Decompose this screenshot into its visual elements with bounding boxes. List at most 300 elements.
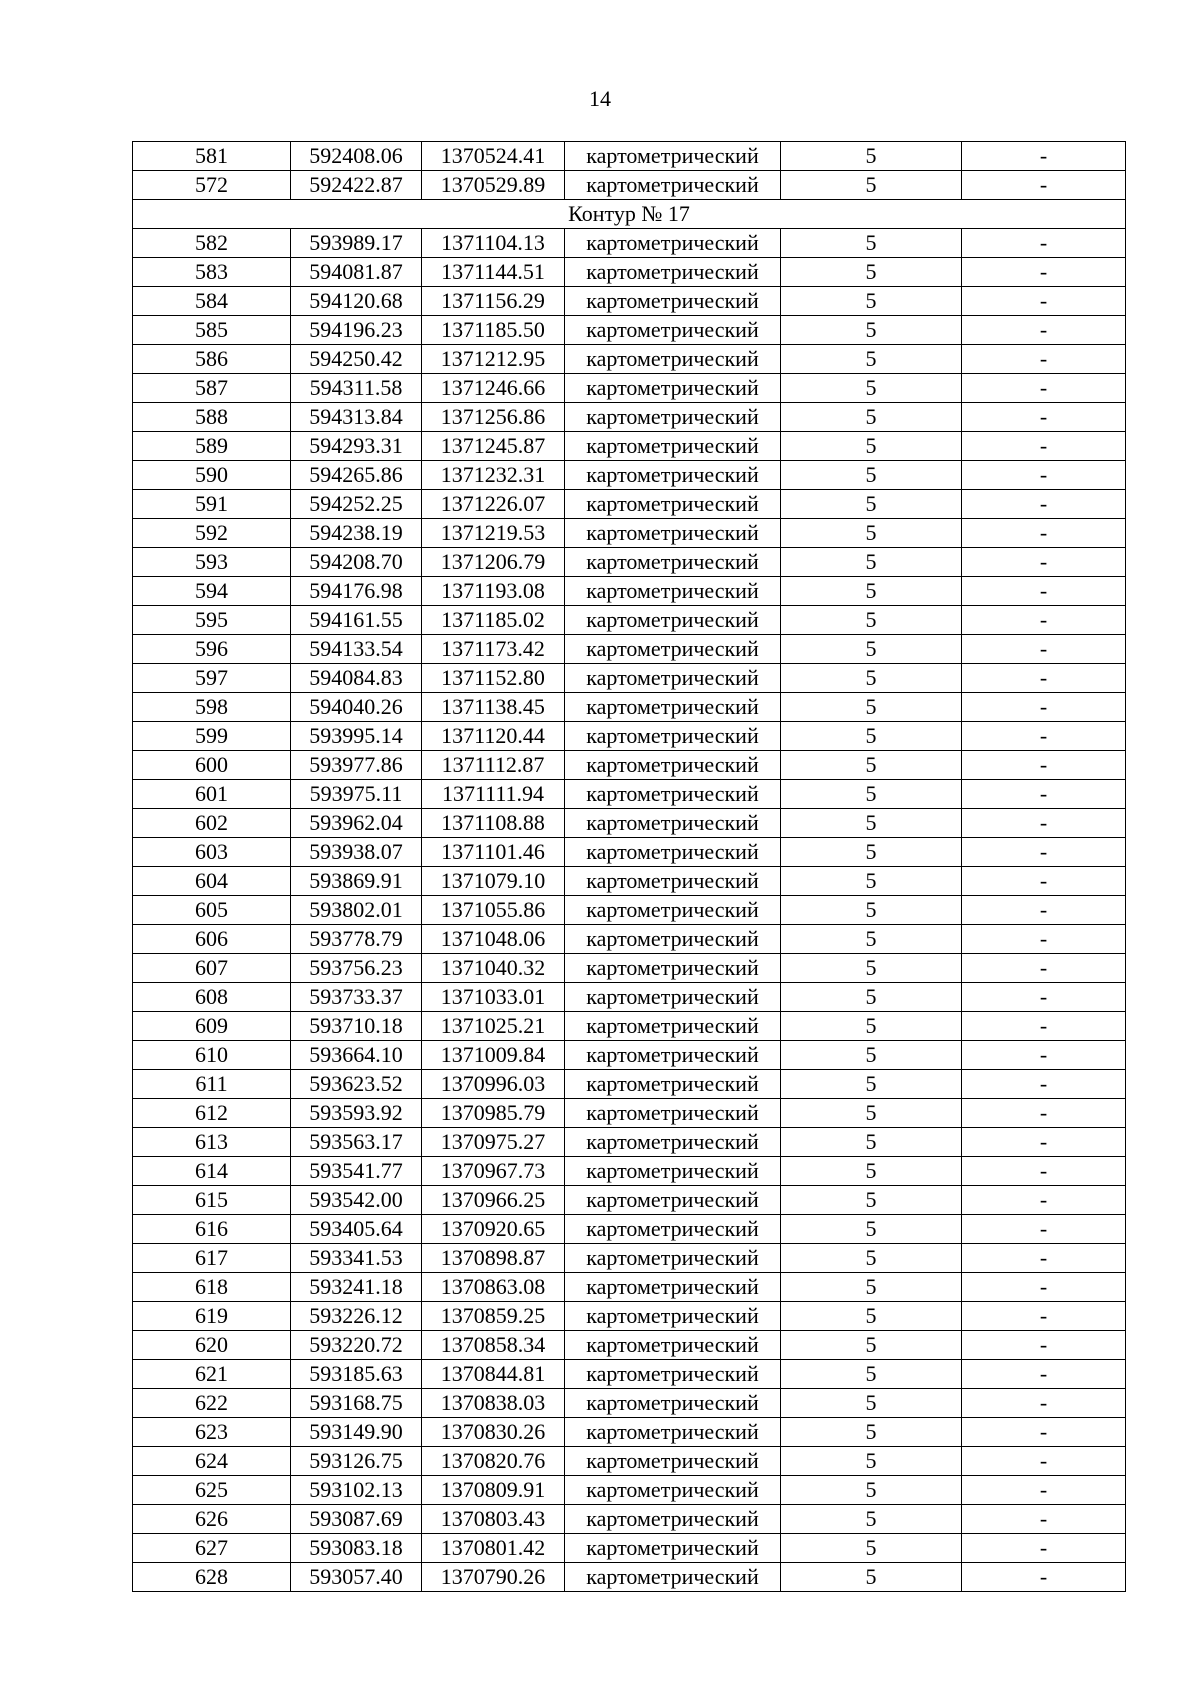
y-coordinate-cell: 1371009.84 bbox=[422, 1041, 565, 1070]
accuracy-cell: 5 bbox=[781, 1215, 962, 1244]
note-cell: - bbox=[962, 1476, 1126, 1505]
method-cell: картометрический bbox=[565, 1360, 781, 1389]
accuracy-cell: 5 bbox=[781, 171, 962, 200]
accuracy-cell: 5 bbox=[781, 780, 962, 809]
point-number-cell: 619 bbox=[133, 1302, 291, 1331]
accuracy-cell: 5 bbox=[781, 1302, 962, 1331]
point-number-cell: 615 bbox=[133, 1186, 291, 1215]
accuracy-cell: 5 bbox=[781, 867, 962, 896]
table-row bbox=[133, 983, 1126, 1012]
point-number-cell: 627 bbox=[133, 1534, 291, 1563]
method-cell: картометрический bbox=[565, 1476, 781, 1505]
method-cell: картометрический bbox=[565, 345, 781, 374]
method-cell: картометрический bbox=[565, 606, 781, 635]
y-coordinate-cell: 1370838.03 bbox=[422, 1389, 565, 1418]
table-row bbox=[133, 1534, 1126, 1563]
y-coordinate-cell: 1371040.32 bbox=[422, 954, 565, 983]
note-cell: - bbox=[962, 1563, 1126, 1592]
y-coordinate-cell: 1371156.29 bbox=[422, 287, 565, 316]
table-row bbox=[133, 142, 1126, 171]
x-coordinate-cell: 593126.75 bbox=[291, 1447, 422, 1476]
method-cell: картометрический bbox=[565, 461, 781, 490]
method-cell: картометрический bbox=[565, 171, 781, 200]
x-coordinate-cell: 594081.87 bbox=[291, 258, 422, 287]
accuracy-cell: 5 bbox=[781, 838, 962, 867]
note-cell: - bbox=[962, 519, 1126, 548]
y-coordinate-cell: 1371112.87 bbox=[422, 751, 565, 780]
x-coordinate-cell: 593102.13 bbox=[291, 1476, 422, 1505]
table-row bbox=[133, 316, 1126, 345]
accuracy-cell: 5 bbox=[781, 316, 962, 345]
y-coordinate-cell: 1371101.46 bbox=[422, 838, 565, 867]
table-row bbox=[133, 751, 1126, 780]
y-coordinate-cell: 1371245.87 bbox=[422, 432, 565, 461]
table-row bbox=[133, 171, 1126, 200]
x-coordinate-cell: 594311.58 bbox=[291, 374, 422, 403]
method-cell: картометрический bbox=[565, 1070, 781, 1099]
point-number-cell: 614 bbox=[133, 1157, 291, 1186]
point-number-cell: 628 bbox=[133, 1563, 291, 1592]
point-number-cell: 593 bbox=[133, 548, 291, 577]
note-cell: - bbox=[962, 548, 1126, 577]
accuracy-cell: 5 bbox=[781, 461, 962, 490]
x-coordinate-cell: 593341.53 bbox=[291, 1244, 422, 1273]
method-cell: картометрический bbox=[565, 925, 781, 954]
note-cell: - bbox=[962, 287, 1126, 316]
table-row bbox=[133, 925, 1126, 954]
table-row bbox=[133, 548, 1126, 577]
point-number-cell: 617 bbox=[133, 1244, 291, 1273]
y-coordinate-cell: 1371185.50 bbox=[422, 316, 565, 345]
accuracy-cell: 5 bbox=[781, 1128, 962, 1157]
y-coordinate-cell: 1371246.66 bbox=[422, 374, 565, 403]
table-row bbox=[133, 258, 1126, 287]
table-row bbox=[133, 1273, 1126, 1302]
table-body-bottom bbox=[133, 229, 1126, 1592]
table-row bbox=[133, 1099, 1126, 1128]
accuracy-cell: 5 bbox=[781, 896, 962, 925]
method-cell: картометрический bbox=[565, 693, 781, 722]
point-number-cell: 621 bbox=[133, 1360, 291, 1389]
table-row bbox=[133, 577, 1126, 606]
point-number-cell: 625 bbox=[133, 1476, 291, 1505]
method-cell: картометрический bbox=[565, 1041, 781, 1070]
accuracy-cell: 5 bbox=[781, 1534, 962, 1563]
table-row bbox=[133, 403, 1126, 432]
accuracy-cell: 5 bbox=[781, 635, 962, 664]
note-cell: - bbox=[962, 635, 1126, 664]
x-coordinate-cell: 593733.37 bbox=[291, 983, 422, 1012]
y-coordinate-cell: 1371212.95 bbox=[422, 345, 565, 374]
accuracy-cell: 5 bbox=[781, 490, 962, 519]
table-row bbox=[133, 229, 1126, 258]
x-coordinate-cell: 594133.54 bbox=[291, 635, 422, 664]
method-cell: картометрический bbox=[565, 1273, 781, 1302]
y-coordinate-cell: 1371033.01 bbox=[422, 983, 565, 1012]
method-cell: картометрический bbox=[565, 258, 781, 287]
coordinates-table bbox=[132, 141, 1126, 1592]
y-coordinate-cell: 1371144.51 bbox=[422, 258, 565, 287]
y-coordinate-cell: 1371055.86 bbox=[422, 896, 565, 925]
table-row bbox=[133, 809, 1126, 838]
accuracy-cell: 5 bbox=[781, 229, 962, 258]
accuracy-cell: 5 bbox=[781, 142, 962, 171]
accuracy-cell: 5 bbox=[781, 374, 962, 403]
method-cell: картометрический bbox=[565, 1215, 781, 1244]
table-row bbox=[133, 1041, 1126, 1070]
table-row bbox=[133, 1215, 1126, 1244]
point-number-cell: 572 bbox=[133, 171, 291, 200]
point-number-cell: 613 bbox=[133, 1128, 291, 1157]
note-cell: - bbox=[962, 142, 1126, 171]
y-coordinate-cell: 1370985.79 bbox=[422, 1099, 565, 1128]
x-coordinate-cell: 593563.17 bbox=[291, 1128, 422, 1157]
table-row bbox=[133, 1476, 1126, 1505]
point-number-cell: 591 bbox=[133, 490, 291, 519]
x-coordinate-cell: 593057.40 bbox=[291, 1563, 422, 1592]
y-coordinate-cell: 1370858.34 bbox=[422, 1331, 565, 1360]
x-coordinate-cell: 593995.14 bbox=[291, 722, 422, 751]
table-row bbox=[133, 693, 1126, 722]
note-cell: - bbox=[962, 374, 1126, 403]
point-number-cell: 600 bbox=[133, 751, 291, 780]
y-coordinate-cell: 1371048.06 bbox=[422, 925, 565, 954]
x-coordinate-cell: 594040.26 bbox=[291, 693, 422, 722]
x-coordinate-cell: 594265.86 bbox=[291, 461, 422, 490]
x-coordinate-cell: 593778.79 bbox=[291, 925, 422, 954]
note-cell: - bbox=[962, 1041, 1126, 1070]
method-cell: картометрический bbox=[565, 1389, 781, 1418]
accuracy-cell: 5 bbox=[781, 432, 962, 461]
point-number-cell: 581 bbox=[133, 142, 291, 171]
y-coordinate-cell: 1370529.89 bbox=[422, 171, 565, 200]
method-cell: картометрический bbox=[565, 983, 781, 1012]
accuracy-cell: 5 bbox=[781, 1041, 962, 1070]
note-cell: - bbox=[962, 1418, 1126, 1447]
table-row bbox=[133, 1012, 1126, 1041]
point-number-cell: 624 bbox=[133, 1447, 291, 1476]
section-title: Контур № 17 bbox=[133, 200, 1126, 229]
point-number-cell: 595 bbox=[133, 606, 291, 635]
x-coordinate-cell: 593802.01 bbox=[291, 896, 422, 925]
x-coordinate-cell: 593962.04 bbox=[291, 809, 422, 838]
x-coordinate-cell: 594313.84 bbox=[291, 403, 422, 432]
table-row bbox=[133, 606, 1126, 635]
table-row bbox=[133, 1447, 1126, 1476]
x-coordinate-cell: 593087.69 bbox=[291, 1505, 422, 1534]
table-row bbox=[133, 461, 1126, 490]
method-cell: картометрический bbox=[565, 1157, 781, 1186]
table-row bbox=[133, 1157, 1126, 1186]
method-cell: картометрический bbox=[565, 1302, 781, 1331]
accuracy-cell: 5 bbox=[781, 1389, 962, 1418]
method-cell: картометрический bbox=[565, 519, 781, 548]
section-row bbox=[133, 200, 1126, 229]
accuracy-cell: 5 bbox=[781, 548, 962, 577]
table-row bbox=[133, 1331, 1126, 1360]
point-number-cell: 608 bbox=[133, 983, 291, 1012]
y-coordinate-cell: 1371104.13 bbox=[422, 229, 565, 258]
note-cell: - bbox=[962, 925, 1126, 954]
point-number-cell: 622 bbox=[133, 1389, 291, 1418]
accuracy-cell: 5 bbox=[781, 1360, 962, 1389]
table-row bbox=[133, 954, 1126, 983]
point-number-cell: 606 bbox=[133, 925, 291, 954]
x-coordinate-cell: 594293.31 bbox=[291, 432, 422, 461]
y-coordinate-cell: 1371206.79 bbox=[422, 548, 565, 577]
x-coordinate-cell: 593938.07 bbox=[291, 838, 422, 867]
y-coordinate-cell: 1371232.31 bbox=[422, 461, 565, 490]
method-cell: картометрический bbox=[565, 1244, 781, 1273]
method-cell: картометрический bbox=[565, 287, 781, 316]
point-number-cell: 590 bbox=[133, 461, 291, 490]
accuracy-cell: 5 bbox=[781, 954, 962, 983]
y-coordinate-cell: 1371108.88 bbox=[422, 809, 565, 838]
point-number-cell: 626 bbox=[133, 1505, 291, 1534]
point-number-cell: 588 bbox=[133, 403, 291, 432]
method-cell: картометрический bbox=[565, 722, 781, 751]
accuracy-cell: 5 bbox=[781, 751, 962, 780]
point-number-cell: 618 bbox=[133, 1273, 291, 1302]
x-coordinate-cell: 593664.10 bbox=[291, 1041, 422, 1070]
note-cell: - bbox=[962, 461, 1126, 490]
y-coordinate-cell: 1370975.27 bbox=[422, 1128, 565, 1157]
note-cell: - bbox=[962, 1360, 1126, 1389]
accuracy-cell: 5 bbox=[781, 1099, 962, 1128]
method-cell: картометрический bbox=[565, 229, 781, 258]
table-row bbox=[133, 345, 1126, 374]
point-number-cell: 605 bbox=[133, 896, 291, 925]
note-cell: - bbox=[962, 1389, 1126, 1418]
point-number-cell: 620 bbox=[133, 1331, 291, 1360]
y-coordinate-cell: 1370524.41 bbox=[422, 142, 565, 171]
point-number-cell: 594 bbox=[133, 577, 291, 606]
y-coordinate-cell: 1371256.86 bbox=[422, 403, 565, 432]
x-coordinate-cell: 593226.12 bbox=[291, 1302, 422, 1331]
y-coordinate-cell: 1371138.45 bbox=[422, 693, 565, 722]
table-row bbox=[133, 1244, 1126, 1273]
method-cell: картометрический bbox=[565, 1563, 781, 1592]
method-cell: картометрический bbox=[565, 432, 781, 461]
accuracy-cell: 5 bbox=[781, 287, 962, 316]
table-row bbox=[133, 1418, 1126, 1447]
x-coordinate-cell: 593756.23 bbox=[291, 954, 422, 983]
y-coordinate-cell: 1371185.02 bbox=[422, 606, 565, 635]
accuracy-cell: 5 bbox=[781, 577, 962, 606]
table-row bbox=[133, 1302, 1126, 1331]
x-coordinate-cell: 593975.11 bbox=[291, 780, 422, 809]
point-number-cell: 623 bbox=[133, 1418, 291, 1447]
x-coordinate-cell: 593220.72 bbox=[291, 1331, 422, 1360]
note-cell: - bbox=[962, 983, 1126, 1012]
point-number-cell: 602 bbox=[133, 809, 291, 838]
x-coordinate-cell: 594161.55 bbox=[291, 606, 422, 635]
table-row bbox=[133, 1563, 1126, 1592]
note-cell: - bbox=[962, 1099, 1126, 1128]
accuracy-cell: 5 bbox=[781, 345, 962, 374]
point-number-cell: 596 bbox=[133, 635, 291, 664]
note-cell: - bbox=[962, 403, 1126, 432]
note-cell: - bbox=[962, 1186, 1126, 1215]
y-coordinate-cell: 1370790.26 bbox=[422, 1563, 565, 1592]
table-row bbox=[133, 1128, 1126, 1157]
method-cell: картометрический bbox=[565, 809, 781, 838]
x-coordinate-cell: 593405.64 bbox=[291, 1215, 422, 1244]
note-cell: - bbox=[962, 1128, 1126, 1157]
table-row bbox=[133, 519, 1126, 548]
note-cell: - bbox=[962, 896, 1126, 925]
note-cell: - bbox=[962, 809, 1126, 838]
x-coordinate-cell: 593989.17 bbox=[291, 229, 422, 258]
x-coordinate-cell: 593710.18 bbox=[291, 1012, 422, 1041]
table-row bbox=[133, 838, 1126, 867]
note-cell: - bbox=[962, 1534, 1126, 1563]
method-cell: картометрический bbox=[565, 635, 781, 664]
table-row bbox=[133, 896, 1126, 925]
method-cell: картометрический bbox=[565, 142, 781, 171]
table-body-top bbox=[133, 142, 1126, 200]
method-cell: картометрический bbox=[565, 1447, 781, 1476]
point-number-cell: 586 bbox=[133, 345, 291, 374]
y-coordinate-cell: 1371079.10 bbox=[422, 867, 565, 896]
note-cell: - bbox=[962, 751, 1126, 780]
note-cell: - bbox=[962, 577, 1126, 606]
note-cell: - bbox=[962, 229, 1126, 258]
table-row bbox=[133, 1186, 1126, 1215]
x-coordinate-cell: 594250.42 bbox=[291, 345, 422, 374]
table-row bbox=[133, 432, 1126, 461]
point-number-cell: 603 bbox=[133, 838, 291, 867]
note-cell: - bbox=[962, 780, 1126, 809]
method-cell: картометрический bbox=[565, 1128, 781, 1157]
x-coordinate-cell: 593977.86 bbox=[291, 751, 422, 780]
note-cell: - bbox=[962, 1447, 1126, 1476]
x-coordinate-cell: 593083.18 bbox=[291, 1534, 422, 1563]
note-cell: - bbox=[962, 722, 1126, 751]
note-cell: - bbox=[962, 258, 1126, 287]
note-cell: - bbox=[962, 1331, 1126, 1360]
note-cell: - bbox=[962, 664, 1126, 693]
note-cell: - bbox=[962, 1244, 1126, 1273]
x-coordinate-cell: 594120.68 bbox=[291, 287, 422, 316]
method-cell: картометрический bbox=[565, 403, 781, 432]
y-coordinate-cell: 1370996.03 bbox=[422, 1070, 565, 1099]
method-cell: картометрический bbox=[565, 374, 781, 403]
point-number-cell: 583 bbox=[133, 258, 291, 287]
method-cell: картометрический bbox=[565, 1099, 781, 1128]
x-coordinate-cell: 594252.25 bbox=[291, 490, 422, 519]
accuracy-cell: 5 bbox=[781, 1563, 962, 1592]
x-coordinate-cell: 592408.06 bbox=[291, 142, 422, 171]
y-coordinate-cell: 1371025.21 bbox=[422, 1012, 565, 1041]
method-cell: картометрический bbox=[565, 1186, 781, 1215]
table-row bbox=[133, 1505, 1126, 1534]
y-coordinate-cell: 1371173.42 bbox=[422, 635, 565, 664]
x-coordinate-cell: 593869.91 bbox=[291, 867, 422, 896]
page-number: 14 bbox=[589, 86, 611, 111]
table-row bbox=[133, 780, 1126, 809]
note-cell: - bbox=[962, 1157, 1126, 1186]
note-cell: - bbox=[962, 1273, 1126, 1302]
x-coordinate-cell: 593168.75 bbox=[291, 1389, 422, 1418]
method-cell: картометрический bbox=[565, 1331, 781, 1360]
accuracy-cell: 5 bbox=[781, 1070, 962, 1099]
y-coordinate-cell: 1371120.44 bbox=[422, 722, 565, 751]
accuracy-cell: 5 bbox=[781, 403, 962, 432]
y-coordinate-cell: 1370809.91 bbox=[422, 1476, 565, 1505]
note-cell: - bbox=[962, 1505, 1126, 1534]
table-row bbox=[133, 1360, 1126, 1389]
point-number-cell: 599 bbox=[133, 722, 291, 751]
x-coordinate-cell: 593593.92 bbox=[291, 1099, 422, 1128]
note-cell: - bbox=[962, 345, 1126, 374]
x-coordinate-cell: 594176.98 bbox=[291, 577, 422, 606]
section-header bbox=[133, 200, 1126, 229]
accuracy-cell: 5 bbox=[781, 606, 962, 635]
method-cell: картометрический bbox=[565, 1534, 781, 1563]
accuracy-cell: 5 bbox=[781, 519, 962, 548]
accuracy-cell: 5 bbox=[781, 1273, 962, 1302]
point-number-cell: 592 bbox=[133, 519, 291, 548]
accuracy-cell: 5 bbox=[781, 1331, 962, 1360]
note-cell: - bbox=[962, 693, 1126, 722]
x-coordinate-cell: 593623.52 bbox=[291, 1070, 422, 1099]
method-cell: картометрический bbox=[565, 1505, 781, 1534]
point-number-cell: 601 bbox=[133, 780, 291, 809]
accuracy-cell: 5 bbox=[781, 1447, 962, 1476]
method-cell: картометрический bbox=[565, 896, 781, 925]
method-cell: картометрический bbox=[565, 548, 781, 577]
note-cell: - bbox=[962, 838, 1126, 867]
table-row bbox=[133, 1389, 1126, 1418]
accuracy-cell: 5 bbox=[781, 1418, 962, 1447]
point-number-cell: 604 bbox=[133, 867, 291, 896]
table-row bbox=[133, 635, 1126, 664]
y-coordinate-cell: 1370830.26 bbox=[422, 1418, 565, 1447]
method-cell: картометрический bbox=[565, 1012, 781, 1041]
accuracy-cell: 5 bbox=[781, 1476, 962, 1505]
method-cell: картометрический bbox=[565, 954, 781, 983]
y-coordinate-cell: 1371111.94 bbox=[422, 780, 565, 809]
y-coordinate-cell: 1370863.08 bbox=[422, 1273, 565, 1302]
y-coordinate-cell: 1370801.42 bbox=[422, 1534, 565, 1563]
note-cell: - bbox=[962, 1215, 1126, 1244]
point-number-cell: 585 bbox=[133, 316, 291, 345]
point-number-cell: 612 bbox=[133, 1099, 291, 1128]
table-row bbox=[133, 490, 1126, 519]
point-number-cell: 609 bbox=[133, 1012, 291, 1041]
x-coordinate-cell: 594084.83 bbox=[291, 664, 422, 693]
point-number-cell: 597 bbox=[133, 664, 291, 693]
note-cell: - bbox=[962, 490, 1126, 519]
method-cell: картометрический bbox=[565, 664, 781, 693]
accuracy-cell: 5 bbox=[781, 664, 962, 693]
y-coordinate-cell: 1370820.76 bbox=[422, 1447, 565, 1476]
note-cell: - bbox=[962, 171, 1126, 200]
table-row bbox=[133, 1070, 1126, 1099]
method-cell: картометрический bbox=[565, 838, 781, 867]
point-number-cell: 589 bbox=[133, 432, 291, 461]
method-cell: картометрический bbox=[565, 577, 781, 606]
note-cell: - bbox=[962, 867, 1126, 896]
y-coordinate-cell: 1371226.07 bbox=[422, 490, 565, 519]
y-coordinate-cell: 1370967.73 bbox=[422, 1157, 565, 1186]
x-coordinate-cell: 593541.77 bbox=[291, 1157, 422, 1186]
x-coordinate-cell: 594238.19 bbox=[291, 519, 422, 548]
note-cell: - bbox=[962, 606, 1126, 635]
method-cell: картометрический bbox=[565, 867, 781, 896]
method-cell: картометрический bbox=[565, 751, 781, 780]
